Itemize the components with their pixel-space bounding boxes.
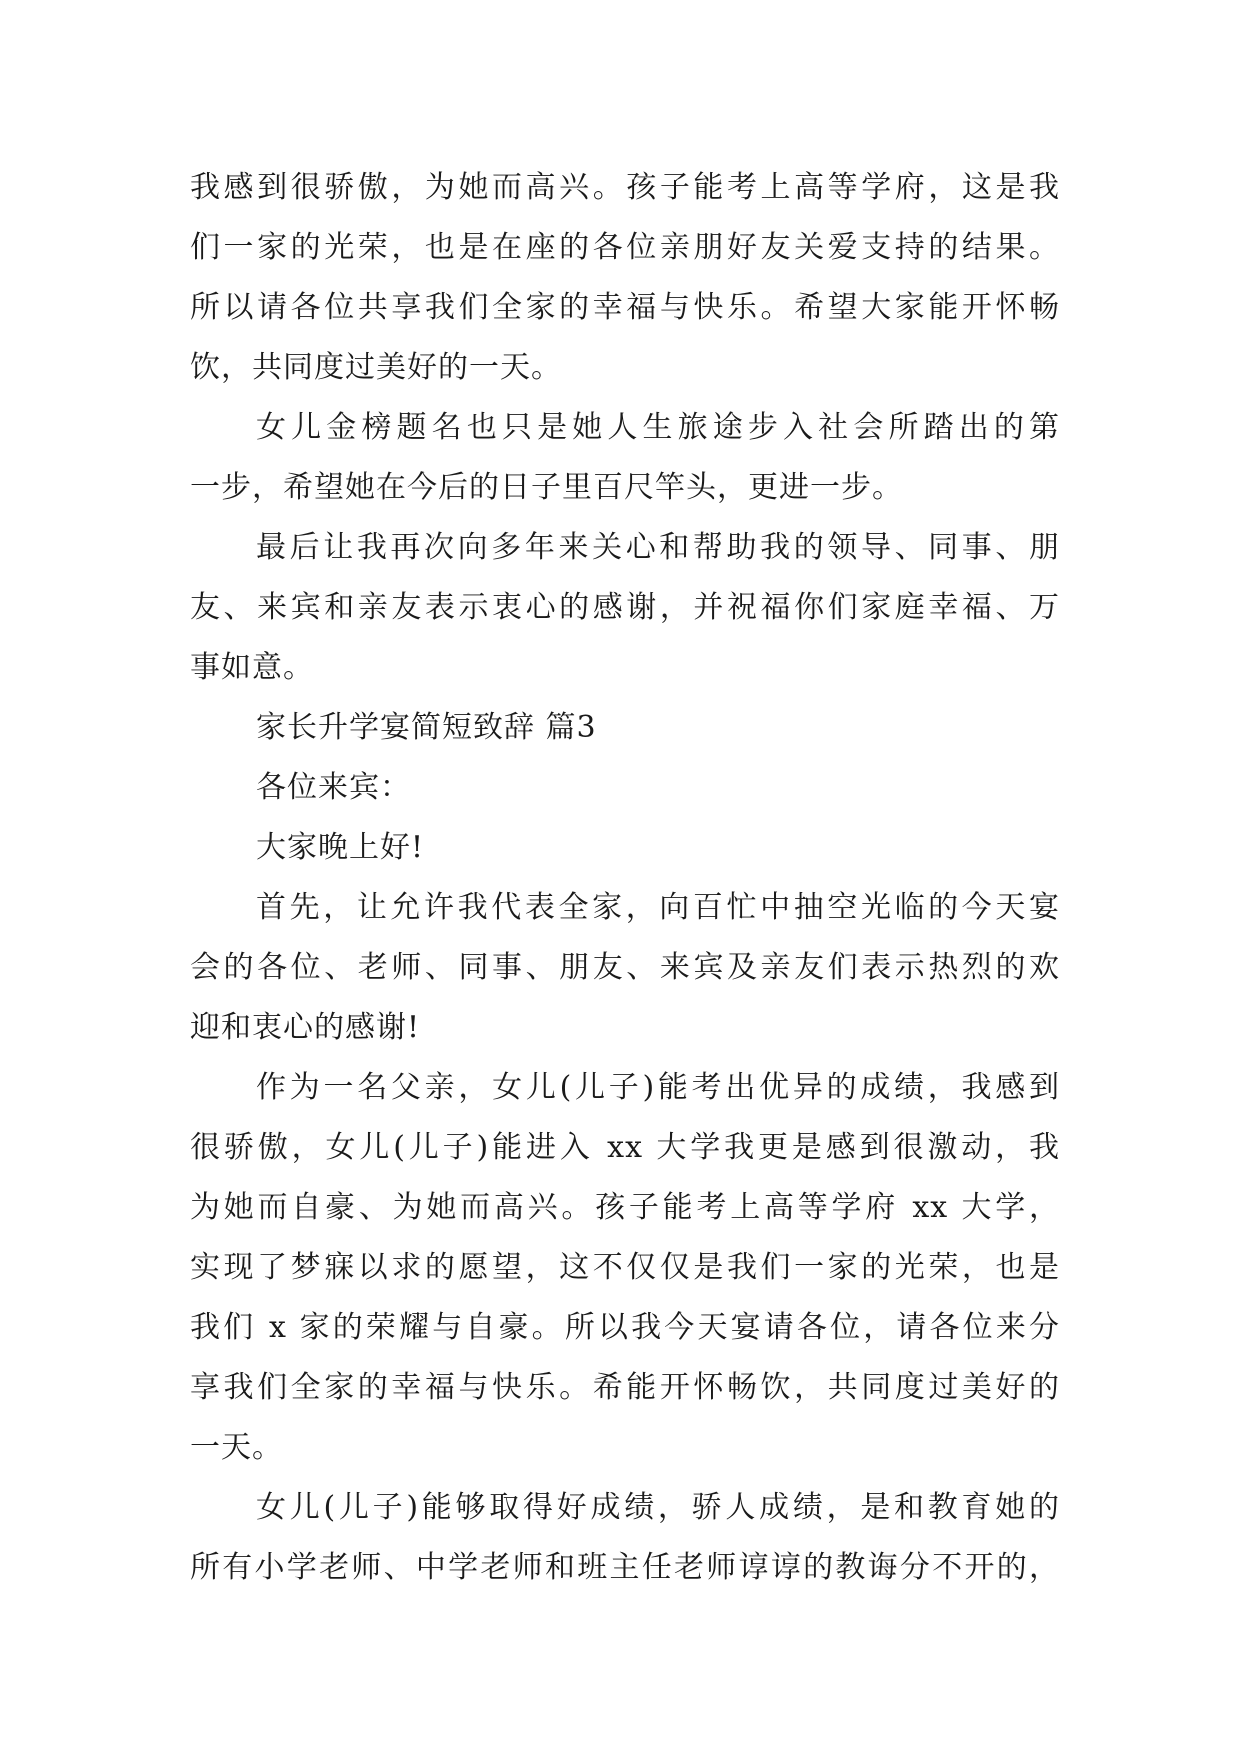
text-line: 事如意。: [190, 650, 314, 685]
text-line: 为她而自豪、为她而高兴。孩子能考上高等学府 xx 大学，: [190, 1190, 1060, 1225]
text-line: 首先，让允许我代表全家，向百忙中抽空光临的今天宴: [256, 890, 1060, 925]
text-line: 我感到很骄傲，为她而高兴。孩子能考上高等学府，这是我: [190, 170, 1060, 205]
text-line: 饮，共同度过美好的一天。: [190, 350, 562, 385]
text-line: 女儿金榜题名也只是她人生旅途步入社会所踏出的第: [256, 410, 1060, 445]
text-line: 很骄傲，女儿(儿子)能进入 xx 大学我更是感到很激动，我: [190, 1130, 1060, 1165]
text-line: 作为一名父亲，女儿(儿子)能考出优异的成绩，我感到: [256, 1070, 1060, 1105]
text-line: 所有小学老师、中学老师和班主任老师谆谆的教诲分不开的，: [190, 1550, 1060, 1585]
text-line: 享我们全家的幸福与快乐。希能开怀畅饮，共同度过美好的: [190, 1370, 1060, 1405]
paragraph-first-step: [190, 398, 1060, 518]
text-line: 们一家的光荣，也是在座的各位亲朋好友关爱支持的结果。: [190, 230, 1060, 265]
text-line: 所以请各位共享我们全家的幸福与快乐。希望大家能开怀畅: [190, 290, 1060, 325]
text-line: 各位来宾：: [256, 770, 411, 805]
section-heading: [190, 698, 1060, 758]
text-line: 最后让我再次向多年来关心和帮助我的领导、同事、朋: [256, 530, 1060, 565]
text-line: 大家晚上好!: [256, 830, 425, 865]
text-line: 一步，希望她在今后的日子里百尺竿头，更进一步。: [190, 470, 903, 505]
text-line: 迎和衷心的感谢!: [190, 1010, 421, 1045]
salutation: [190, 758, 1060, 818]
text-line: 会的各位、老师、同事、朋友、来宾及亲友们表示热烈的欢: [190, 950, 1060, 985]
document-body: [190, 158, 1060, 1598]
paragraph-welcome: [190, 878, 1060, 1058]
paragraph-pride: [190, 158, 1060, 398]
paragraph-thanks: [190, 518, 1060, 698]
greeting: [190, 818, 1060, 878]
text-line: 女儿(儿子)能够取得好成绩，骄人成绩，是和教育她的: [256, 1490, 1060, 1525]
paragraph-father: [190, 1058, 1060, 1478]
text-line: 家长升学宴简短致辞 篇3: [256, 710, 597, 745]
text-line: 一天。: [190, 1430, 283, 1465]
text-line: 友、来宾和亲友表示衷心的感谢，并祝福你们家庭幸福、万: [190, 590, 1060, 625]
paragraph-teachers: [190, 1478, 1060, 1598]
text-line: 实现了梦寐以求的愿望，这不仅仅是我们一家的光荣，也是: [190, 1250, 1060, 1285]
text-line: 我们 x 家的荣耀与自豪。所以我今天宴请各位，请各位来分: [190, 1310, 1060, 1345]
